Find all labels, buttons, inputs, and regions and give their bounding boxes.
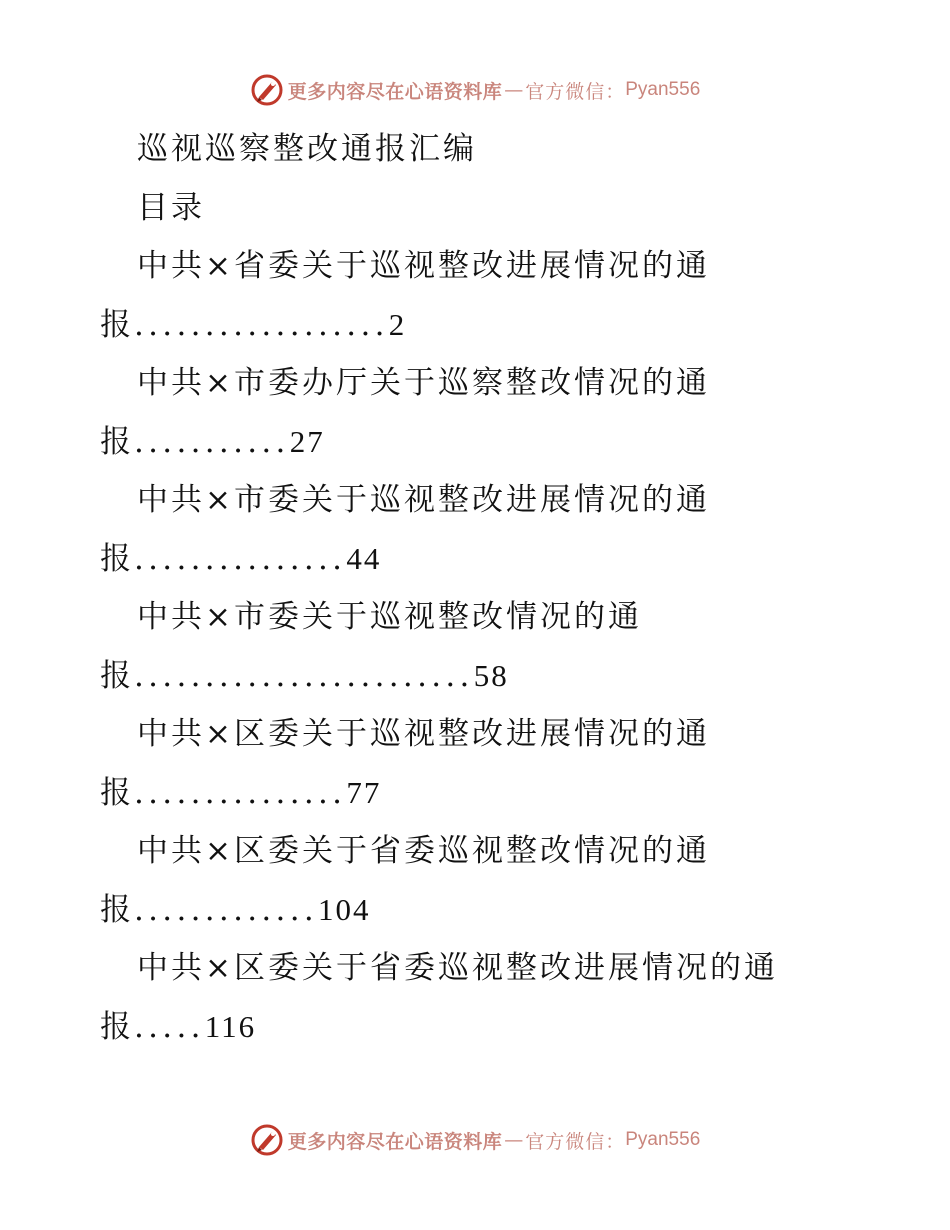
toc-entry-title: 中共×区委关于省委巡视整改情况的通: [137, 833, 710, 869]
banner-wechat-label: 官方微信：: [525, 1130, 626, 1153]
toc-entry-tail-char: 报: [100, 657, 134, 694]
toc-leader-dots: ...............: [134, 774, 347, 811]
toc-entry-tail: [100, 530, 920, 589]
banner-separator: —: [504, 79, 524, 101]
toc-page-number: 77: [346, 774, 382, 810]
toc-page-number: 44: [346, 540, 382, 576]
toc-entry-tail-char: 报: [100, 306, 134, 343]
toc-entry[interactable]: [100, 588, 920, 705]
document-body: [100, 120, 920, 1056]
toc-entry[interactable]: [100, 939, 920, 1056]
toc-entry[interactable]: [100, 354, 920, 471]
toc-leader-dots: ...........: [134, 423, 290, 460]
banner-wechat-id: Pyan556: [625, 1129, 701, 1150]
toc-entry-tail: [100, 296, 920, 355]
toc-entry-title: 中共×市委办厅关于巡察整改情况的通: [137, 365, 710, 401]
toc-entry-title: 中共×区委关于省委巡视整改进展情况的通: [137, 950, 778, 986]
banner-slogan: 更多内容尽在心语资料库: [287, 1130, 503, 1153]
toc-entry-tail: [100, 647, 920, 706]
toc-page-number: 58: [473, 657, 509, 693]
toc-entry-tail: [100, 764, 920, 823]
pen-logo-icon: [250, 1123, 284, 1157]
document-title: 巡视巡察整改通报汇编: [137, 131, 477, 167]
toc-entry-tail-char: 报: [100, 1008, 134, 1045]
header-watermark-banner: [0, 70, 950, 110]
toc-entry-tail-char: 报: [100, 423, 134, 460]
banner-wechat-id: Pyan556: [625, 79, 701, 100]
toc-entry-title: 中共×市委关于巡视整改进展情况的通: [137, 482, 710, 518]
toc-entry-tail: [100, 413, 920, 472]
banner-wechat-label: 官方微信：: [525, 80, 626, 103]
banner-separator: —: [504, 1129, 524, 1151]
banner-slogan: 更多内容尽在心语资料库: [287, 80, 503, 103]
toc-entry-tail-char: 报: [100, 774, 134, 811]
toc-heading: 目录: [137, 189, 205, 226]
toc-entry[interactable]: [100, 237, 920, 354]
toc-page-number: 116: [204, 1008, 257, 1044]
toc-entry-title: 中共×市委关于巡视整改情况的通: [137, 599, 642, 635]
toc-entry[interactable]: [100, 471, 920, 588]
toc-leader-dots: .....: [134, 1008, 205, 1045]
toc-entry[interactable]: [100, 705, 920, 822]
toc-entry-title: 中共×区委关于巡视整改进展情况的通: [137, 716, 710, 752]
toc-leader-dots: ..................: [134, 306, 389, 343]
toc-page-number: 2: [388, 306, 407, 342]
toc-leader-dots: ........................: [134, 657, 474, 694]
toc-entry-tail: [100, 998, 920, 1057]
toc-entry-tail-char: 报: [100, 891, 134, 928]
toc-page-number: 27: [289, 423, 325, 459]
toc-leader-dots: .............: [134, 891, 319, 928]
toc-entry-title: 中共×省委关于巡视整改进展情况的通: [137, 248, 710, 284]
toc-entry[interactable]: [100, 822, 920, 939]
toc-leader-dots: ...............: [134, 540, 347, 577]
pen-logo-icon: [250, 73, 284, 107]
toc-entry-tail-char: 报: [100, 540, 134, 577]
toc-page-number: 104: [318, 891, 371, 927]
footer-watermark-banner: [0, 1120, 950, 1160]
toc-entry-tail: [100, 881, 920, 940]
